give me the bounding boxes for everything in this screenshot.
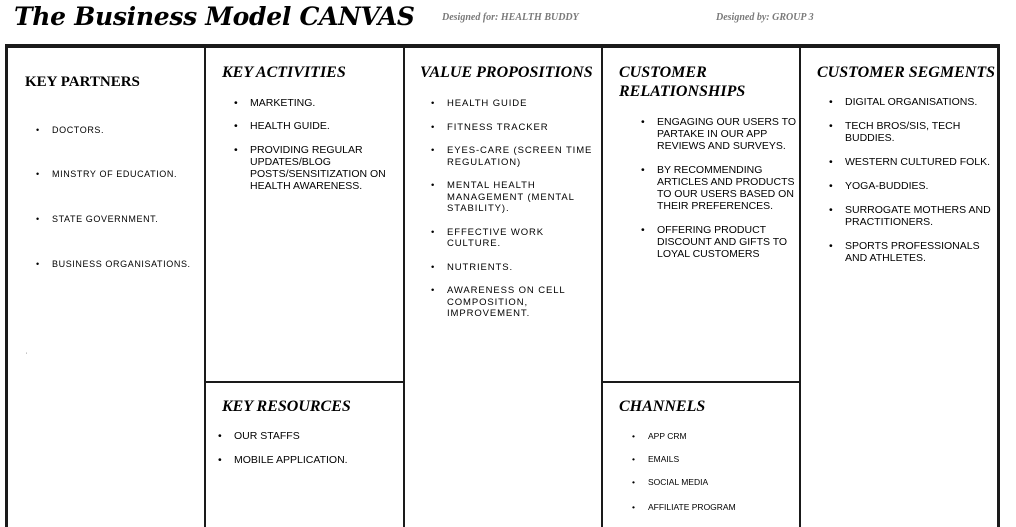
list-item: • OUR STAFFS bbox=[216, 430, 386, 442]
list-item: • SPORTS PROFESSIONALS AND ATHLETES. bbox=[827, 240, 993, 264]
list-item: • APP CRM bbox=[630, 431, 790, 441]
list-item: • NUTRIENTS. bbox=[429, 262, 601, 274]
stray-mark: ' bbox=[26, 353, 28, 359]
customer-segments-title: CUSTOMER SEGMENTS bbox=[817, 64, 995, 81]
list-item: • MARKETING. bbox=[232, 97, 392, 109]
key-partners-section bbox=[8, 48, 204, 527]
channels-list bbox=[630, 431, 790, 512]
key-partners-title: KEY PARTNERS bbox=[25, 74, 140, 90]
key-resources-title: KEY RESOURCES bbox=[222, 398, 351, 415]
list-item: • ENGAGING OUR USERS TO PARTAKE IN OUR APP REVIEWS AND SURVEYS. bbox=[639, 116, 797, 152]
list-item: • AFFILIATE PROGRAM bbox=[630, 502, 790, 512]
list-item: • FITNESS TRACKER bbox=[429, 122, 601, 134]
list-item: • YOGA-BUDDIES. bbox=[827, 180, 993, 192]
customer-relationships-section bbox=[603, 48, 799, 381]
list-item: • MOBILE APPLICATION. bbox=[216, 454, 386, 466]
key-activities-list bbox=[232, 97, 392, 192]
channels-section bbox=[603, 383, 799, 527]
list-item: • EMAILS bbox=[630, 454, 790, 464]
key-activities-title: KEY ACTIVITIES bbox=[222, 64, 346, 81]
key-resources-list bbox=[216, 430, 386, 466]
list-item: • MENTAL HEALTH MANAGEMENT (MENTAL STABILITY). bbox=[429, 180, 601, 215]
canvas-title: The Business Model CANVAS bbox=[14, 2, 415, 31]
key-resources-section bbox=[206, 383, 403, 527]
list-item: • EFFECTIVE WORK CULTURE. bbox=[429, 227, 601, 250]
customer-relationships-list bbox=[639, 116, 797, 260]
designed-for-label: Designed for: HEALTH BUDDY bbox=[442, 12, 579, 23]
list-item: • SURROGATE MOTHERS AND PRACTITIONERS. bbox=[827, 204, 993, 228]
list-item: • EYES-CARE (SCREEN TIME REGULATION) bbox=[429, 145, 601, 168]
list-item: • PROVIDING REGULAR UPDATES/BLOG POSTS/SENSITIZATION ON HEALTH AWARENESS. bbox=[232, 144, 392, 192]
key-partners-list bbox=[34, 125, 202, 270]
customer-relationships-title: CUSTOMER RELATIONSHIPS bbox=[619, 64, 746, 100]
key-activities-section bbox=[206, 48, 403, 381]
list-item: • TECH BROS/SIS, TECH BUDDIES. bbox=[827, 120, 993, 144]
list-item: • AWARENESS ON CELL COMPOSITION, IMPROVEMENT. bbox=[429, 285, 601, 320]
list-item: • DOCTORS. bbox=[34, 125, 202, 136]
list-item: • WESTERN CULTURED FOLK. bbox=[827, 156, 993, 168]
business-model-canvas bbox=[5, 44, 1000, 527]
list-item: • HEALTH GUIDE. bbox=[232, 120, 392, 132]
value-propositions-title: VALUE PROPOSITIONS bbox=[420, 64, 593, 81]
customer-segments-section bbox=[801, 48, 997, 527]
list-item: • MINSTRY OF EDUCATION. bbox=[34, 169, 202, 180]
list-item: • BY RECOMMENDING ARTICLES AND PRODUCTS TO OUR USERS BASED ON THEIR PREFERENCES. bbox=[639, 164, 797, 212]
list-item: • OFFERING PRODUCT DISCOUNT AND GIFTS TO LOYAL CUSTOMERS bbox=[639, 224, 797, 260]
list-item: • DIGITAL ORGANISATIONS. bbox=[827, 96, 993, 108]
list-item: • SOCIAL MEDIA bbox=[630, 477, 790, 487]
list-item: • STATE GOVERNMENT. bbox=[34, 214, 202, 225]
list-item: • BUSINESS ORGANISATIONS. bbox=[34, 259, 202, 270]
value-propositions-section bbox=[405, 48, 601, 527]
list-item: • HEALTH GUIDE bbox=[429, 98, 601, 110]
value-propositions-list bbox=[429, 98, 601, 320]
channels-title: CHANNELS bbox=[619, 398, 706, 415]
designed-by-label: Designed by: GROUP 3 bbox=[716, 12, 814, 23]
customer-segments-list bbox=[827, 96, 993, 264]
